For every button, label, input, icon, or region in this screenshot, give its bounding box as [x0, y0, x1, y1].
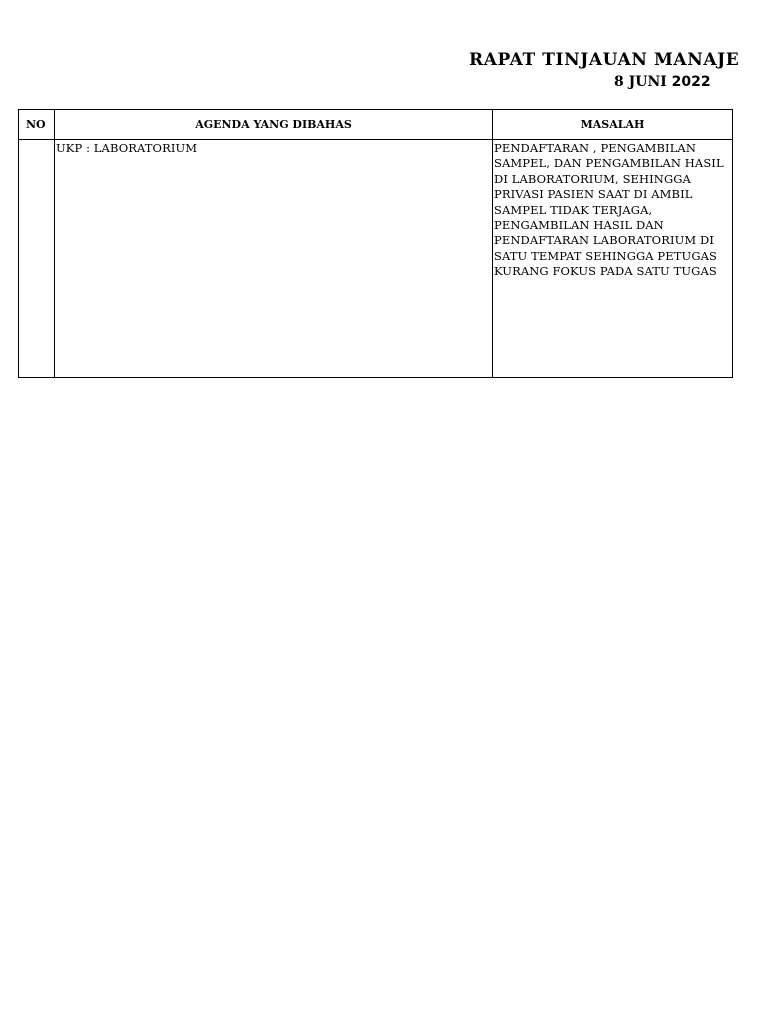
agenda-table: [18, 109, 733, 378]
table-header-row: [19, 110, 733, 140]
date-day-month: 8 JUNI: [614, 74, 672, 90]
column-header-agenda: AGENDA YANG DIBAHAS: [55, 110, 493, 140]
cell-agenda: [55, 140, 493, 378]
cell-no-text: [19, 140, 54, 141]
cell-no: [19, 140, 55, 378]
date-year: 2022: [671, 74, 711, 90]
cell-agenda-text: UKP : LABORATORIUM: [56, 141, 198, 155]
column-header-no: NO: [19, 110, 55, 140]
document-date: [614, 73, 711, 91]
cell-masalah: [493, 140, 733, 378]
cell-masalah-text: PENDAFTARAN , PENGAMBILAN SAMPEL, DAN PENGAMBILAN HASIL DI LABORATORIUM, SEHINGGA PRIVASI PASIEN SAAT DI AMBIL SAMPEL TIDAK TERJAGA, PENGAMBILAN HASIL DAN PENDAFTARAN LABORATORIUM DI SATU TEMPAT SEHINGGA PETUGAS KURANG FOKUS PADA SATU TUGAS: [494, 141, 724, 279]
table-row: [19, 140, 733, 378]
column-header-masalah: MASALAH: [493, 110, 733, 140]
document-title: RAPAT TINJAUAN MANAJE: [469, 50, 740, 70]
